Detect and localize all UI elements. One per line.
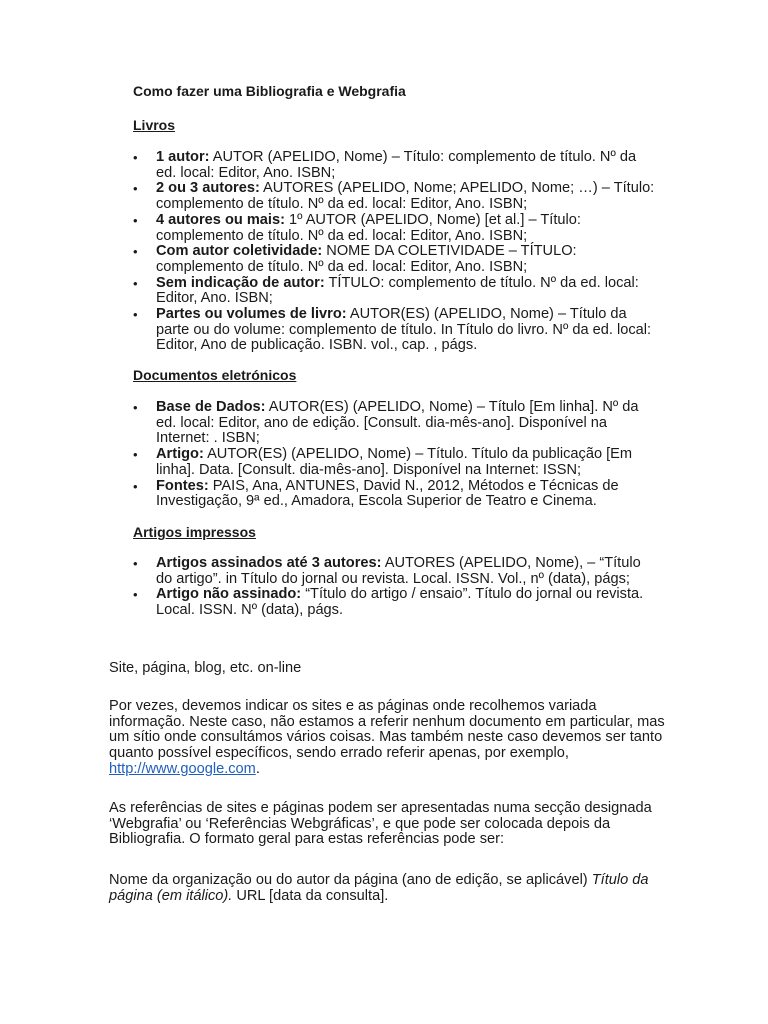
list-item bbox=[0, 181, 660, 212]
item-text: AUTOR(ES) (APELIDO, Nome) – Título. Título da publicação [Em linha]. Data. [Consult. dia-mês-ano]. Disponível na Internet: ISSN; bbox=[156, 446, 633, 478]
item-label: Artigos assinados até 3 autores: bbox=[156, 555, 382, 571]
paragraph-webgrafia: As referências de sites e páginas podem ser apresentadas numa secção designada ‘Webgrafia’ ou ‘Referências Webgráficas’, e que pode ser colocada depois da Bibliografia. O formato geral para estas referências pode ser: bbox=[109, 800, 652, 848]
list-item bbox=[0, 587, 660, 618]
item-label: Sem indicação de autor: bbox=[156, 274, 325, 291]
item-text: AUTORES (APELIDO, Nome), – “Título do artigo”. in Título do jornal ou revista. Local. ISSN. Vol., nº (data), págs; bbox=[156, 555, 641, 587]
list-item bbox=[0, 400, 660, 447]
item-text: “Título do artigo / ensaio”. Título do jornal ou revista. Local. ISSN. Nº (data), págs. bbox=[156, 586, 644, 619]
list-item bbox=[0, 479, 660, 510]
item-text: AUTOR (APELIDO, Nome) – Título: complemento de título. Nº da ed. local: Editor, Ano. ISBN; bbox=[156, 149, 637, 181]
paragraph-text: Por vezes, devemos indicar os sites e as páginas onde recolhemos variada informação. Neste caso, não estamos a referir nenhum documento em particular, mas um sítio onde consultámos vários coisas. Mas também neste caso devemos ser tanto quanto possível específicos, sendo errado referir apenas, por exemplo, bbox=[109, 698, 665, 762]
item-label: Artigo: bbox=[156, 446, 204, 463]
item-label: Artigo não assinado: bbox=[156, 586, 302, 603]
item-text: AUTOR(ES) (APELIDO, Nome) – Título [Em linha]. Nº da ed. local: Editor, ano de edição. [Consult. dia-mês-ano]. Disponível na Internet: . ISBN; bbox=[156, 399, 639, 447]
site-heading: Site, página, blog, etc. on-line bbox=[109, 660, 302, 676]
google-link[interactable]: http://www.google.com bbox=[109, 760, 256, 777]
item-label: 1 autor: bbox=[156, 149, 210, 165]
item-label: 2 ou 3 autores: bbox=[156, 180, 260, 197]
list-item bbox=[0, 276, 660, 307]
document-title: Como fazer uma Bibliografia e Webgrafia bbox=[133, 83, 406, 99]
list-item bbox=[0, 556, 660, 587]
item-label: 4 autores ou mais: bbox=[156, 211, 285, 228]
item-label: Partes ou volumes de livro: bbox=[156, 306, 347, 323]
list-livros bbox=[0, 150, 660, 354]
format-italic: Título da página (em itálico). bbox=[109, 872, 649, 904]
item-label: Base de Dados: bbox=[156, 399, 266, 415]
item-text: AUTOR(ES) (APELIDO, Nome) – Título da parte ou do volume: complemento de título. In Título do livro. Nº da ed. local: Editor, Ano de publicação. ISBN. vol., cap. , págs. bbox=[156, 306, 652, 354]
list-documentos bbox=[0, 400, 660, 510]
section-heading-documentos: Documentos eletrónicos bbox=[133, 367, 297, 383]
paragraph-format bbox=[109, 873, 669, 904]
item-text: NOME DA COLETIVIDADE – TÍTULO: complemento de título. Nº da ed. local: Editor, Ano. ISBN; bbox=[156, 243, 577, 275]
list-item bbox=[0, 307, 660, 354]
item-text: AUTORES (APELIDO, Nome; APELIDO, Nome; …) – Título: complemento de título. Nº da ed. local: Editor, Ano. ISBN; bbox=[156, 180, 655, 213]
list-item bbox=[0, 244, 660, 275]
section-heading-livros: Livros bbox=[133, 117, 176, 133]
item-label: Fontes: bbox=[156, 477, 209, 494]
paragraph-end: . bbox=[255, 760, 260, 777]
item-text: TÍTULO: complemento de título. Nº da ed. local: Editor, Ano. ISBN; bbox=[156, 274, 639, 307]
format-end: URL [data da consulta]. bbox=[232, 887, 389, 904]
list-item bbox=[0, 150, 660, 181]
item-text: 1º AUTOR (APELIDO, Nome) [et al.] – Título: complemento de título. Nº da ed. local: Editor, Ano. ISBN; bbox=[156, 211, 581, 244]
list-artigos bbox=[0, 556, 660, 619]
format-text: Nome da organização ou do autor da página (ano de edição, se aplicável) bbox=[109, 872, 592, 888]
section-heading-artigos: Artigos impressos bbox=[133, 524, 256, 540]
list-item bbox=[0, 213, 660, 244]
paragraph-intro bbox=[109, 699, 669, 778]
item-text: PAIS, Ana, ANTUNES, David N., 2012, Métodos e Técnicas de Investigação, 9ª ed., Amadora, Escola Superior de Teatro e Cinema. bbox=[156, 477, 619, 510]
item-label: Com autor coletividade: bbox=[156, 243, 323, 260]
list-item bbox=[0, 447, 660, 478]
